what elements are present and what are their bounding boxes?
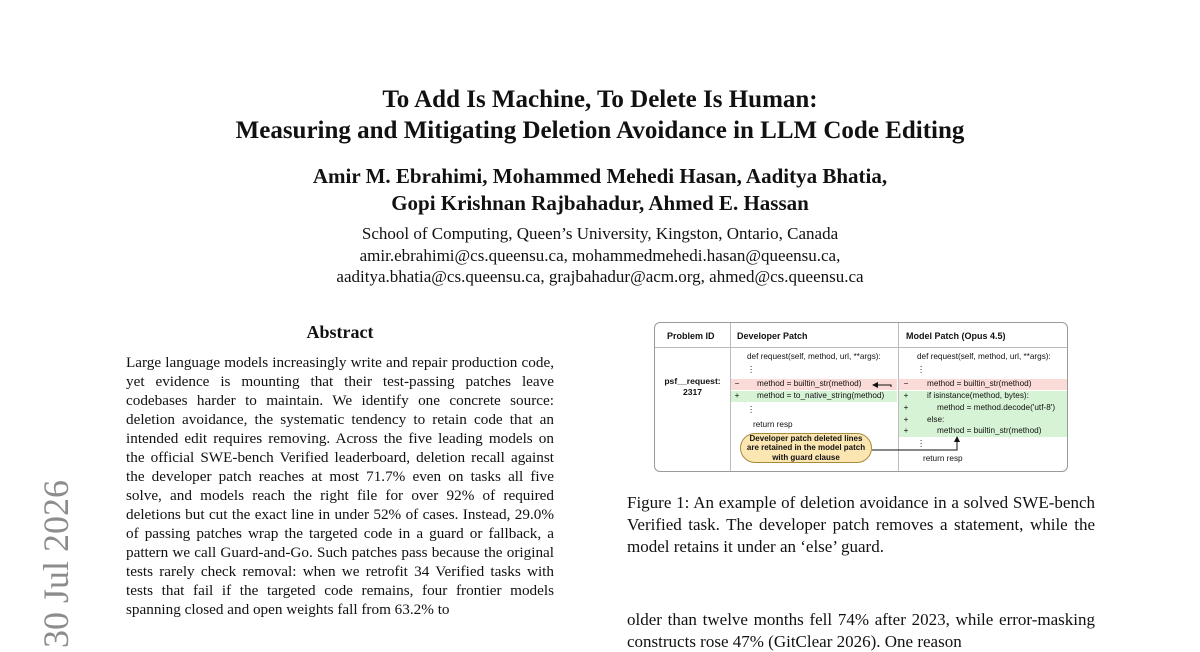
model-added-line: else: — [927, 415, 945, 424]
dev-return-line: return resp — [753, 420, 793, 429]
model-ellipsis-2: ⋮ — [917, 439, 926, 448]
problem-id-header: Problem ID — [667, 331, 715, 341]
dev-added-line: method = to_native_string(method) — [757, 391, 885, 400]
title-line-2: Measuring and Mitigating Deletion Avoidance in LLM Code Editing — [235, 117, 965, 144]
model-return-line: return resp — [923, 454, 963, 463]
authors-line-2: Gopi Krishnan Rajbahadur, Ahmed E. Hassan — [391, 191, 809, 215]
affiliation-line-1: School of Computing, Queen’s University, Kingston, Ontario, Canada — [361, 224, 839, 243]
date-stamp-text: 30 Jul 2026 — [36, 479, 76, 648]
dev-del-sign: − — [734, 379, 740, 388]
model-added-line: method = builtin_str(method) — [937, 426, 1042, 435]
figure-1-caption: Figure 1: An example of deletion avoidance in a solved SWE-bench Verified task. The developer patch removes a statement, while the model retains it under an ‘else’ guard. — [627, 493, 1095, 556]
title-line-1: To Add Is Machine, To Delete Is Human: — [382, 86, 818, 113]
model-added-line: if isinstance(method, bytes): — [927, 391, 1029, 400]
abstract-body: Large language models increasingly write and repair production code, yet evidence is mounting that their test-passing patches leave codebases harder to maintain. We identify one concrete source: deletion avoidance, the systematic tendency to retain code that an intended edit requires removing. Across the five leading models on the official SWE-bench Verified leaderboard, deletion recall against the developer patch reaches at most 71.7% even on tasks all five solve, and models reach the right file for over 92% of required deletions but cut the exact line in under 52% of cases. Instead, 29.0% of passing patches wrap the targeted code in a guard or fallback, a pattern we call Guard-and-Go. Such patches pass because the original tests rarely check removal: when we retrofit 34 Verified tasks with tests that fail if the targeted code remains, four frontier models spanning closed and open weights fall from 63.2% to — [126, 354, 554, 618]
model-add-sign: + — [903, 426, 909, 435]
problem-id-line-2: 2317 — [682, 387, 703, 397]
model-add-sign: + — [903, 403, 909, 412]
arxiv-date-stamp — [34, 474, 78, 648]
model-signature: def request(self, method, url, **args): — [917, 352, 1051, 361]
dev-signature: def request(self, method, url, **args): — [747, 352, 881, 361]
guard-clause-callout: Developer patch deleted lines are retained in the model patch with guard clause — [740, 433, 872, 463]
problem-id-line-1: psf__request: — [664, 376, 721, 386]
dev-ellipsis: ⋮ — [747, 365, 756, 374]
author-list — [0, 163, 1200, 217]
affiliation-emails-1: amir.ebrahimi@cs.queensu.ca, mohammedmehedi.hasan@queensu.ca, — [359, 245, 841, 265]
authors-line-1: Amir M. Ebrahimi, Mohammed Mehedi Hasan, Aaditya Bhatia, — [312, 164, 888, 188]
dev-add-sign: + — [734, 391, 740, 400]
developer-patch-header: Developer Patch — [737, 331, 808, 341]
model-add-sign: + — [903, 415, 909, 424]
model-patch-header: Model Patch (Opus 4.5) — [906, 331, 1006, 341]
arrow-to-developer-deleted-line — [873, 385, 891, 387]
figure-1-diagram — [654, 322, 1068, 472]
body-text-right: older than twelve months fell 74% after 2023, while error-masking constructs rose 47% (GitClear 2026). One reason — [627, 610, 1095, 651]
dev-deleted-line: method = builtin_str(method) — [757, 379, 862, 388]
model-deleted-line: method = builtin_str(method) — [927, 379, 1032, 388]
abstract-heading: Abstract — [306, 322, 374, 342]
affiliation-block — [0, 223, 1200, 288]
model-add-sign: + — [903, 391, 909, 400]
affiliation-emails-2: aaditya.bhatia@cs.queensu.ca, grajbahadur@acm.org, ahmed@cs.queensu.ca — [336, 267, 864, 286]
dev-ellipsis-2: ⋮ — [747, 405, 756, 414]
model-del-sign: − — [903, 379, 909, 388]
arrow-to-retained-line — [872, 437, 957, 450]
paper-title — [0, 84, 1200, 146]
model-added-line: method = method.decode('utf-8') — [937, 403, 1056, 412]
model-ellipsis: ⋮ — [917, 365, 926, 374]
